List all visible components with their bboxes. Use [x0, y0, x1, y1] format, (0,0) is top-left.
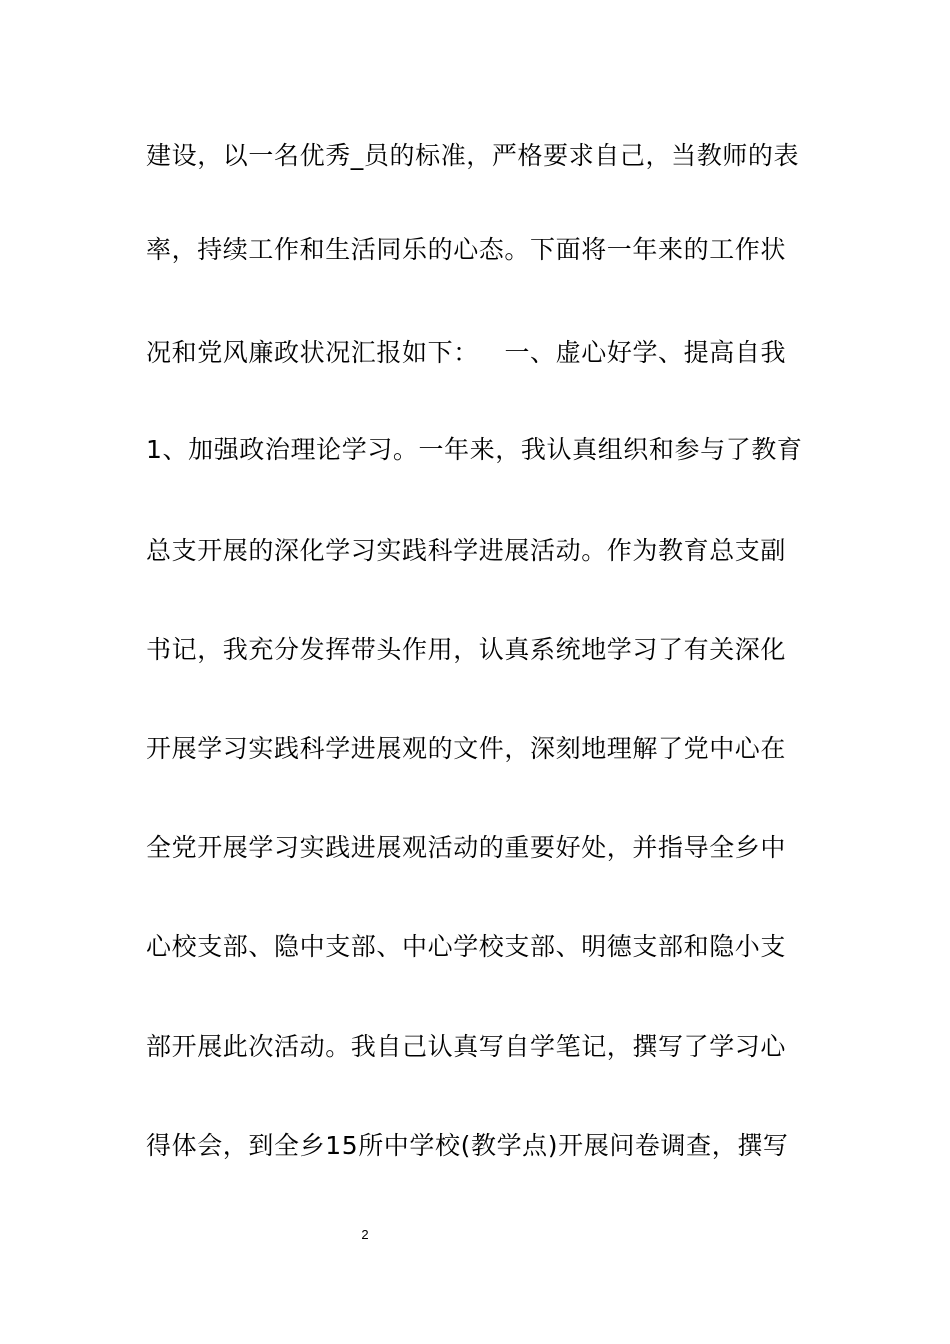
- text-line: 率，持续工作和生活同乐的心态。下面将一年来的工作状: [146, 235, 787, 264]
- text-line: 况和党风廉政状况汇报如下： 一、虚心好学、提高自我: [146, 338, 787, 367]
- text-line: 心校支部、隐中支部、中心学校支部、明德支部和隐小支: [146, 932, 787, 961]
- text-line: 得体会，到全乡15所中学校(教学点)开展问卷调查，撰写: [146, 1131, 789, 1160]
- text-line: 1、加强政治理论学习。一年来，我认真组织和参与了教育: [146, 435, 803, 464]
- text-line: 书记，我充分发挥带头作用，认真系统地学习了有关深化: [146, 635, 787, 664]
- text-line: 开展学习实践科学进展观的文件，深刻地理解了党中心在: [146, 734, 787, 763]
- text-line: 建设，以一名优秀_员的标准，严格要求自己，当教师的表: [146, 141, 800, 170]
- text-line: 部开展此次活动。我自己认真写自学笔记，撰写了学习心: [146, 1032, 787, 1061]
- text-line: 全党开展学习实践进展观活动的重要好处，并指导全乡中: [146, 833, 787, 862]
- text-line: 总支开展的深化学习实践科学进展活动。作为教育总支副: [146, 536, 787, 565]
- page-number: 2: [361, 1227, 369, 1242]
